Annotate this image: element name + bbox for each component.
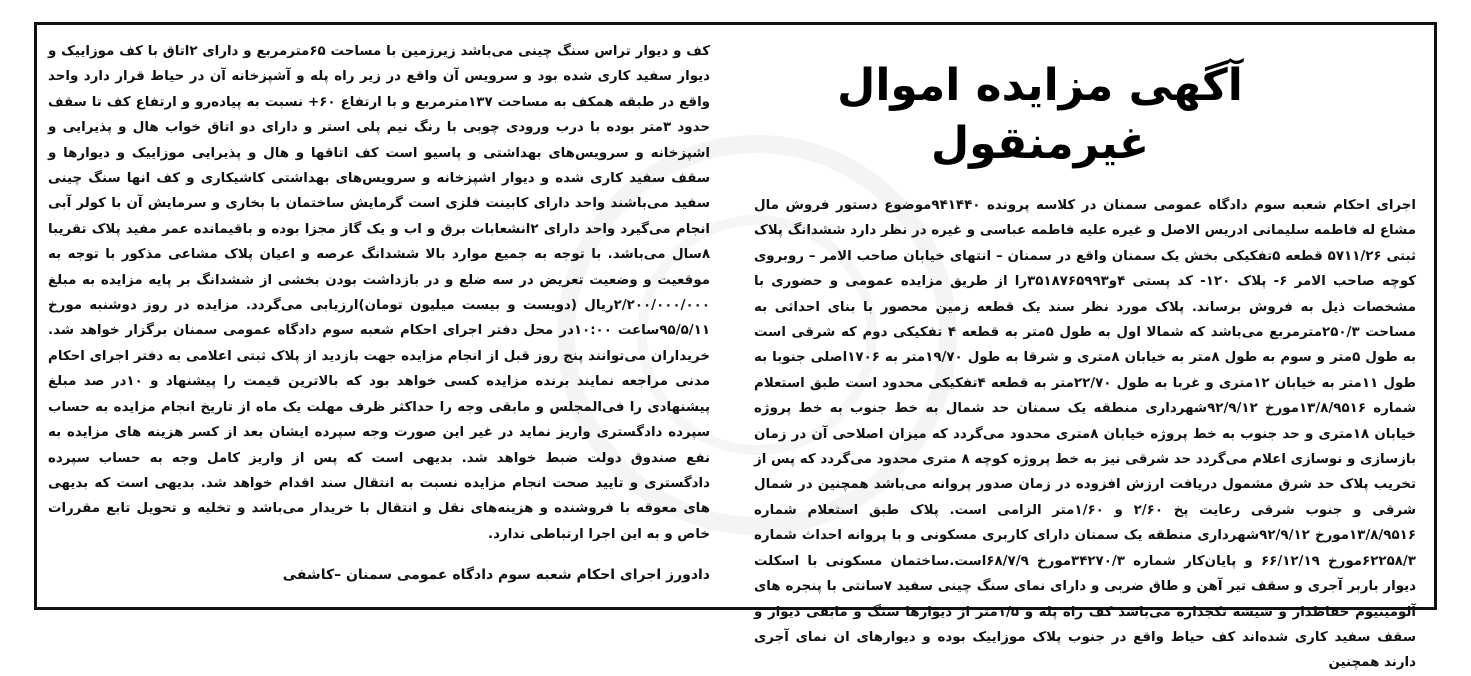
left-column <box>48 39 710 583</box>
right-column-text: اجرای احکام شعبه سوم دادگاه عمومی سمنان در کلاسه پرونده ۹۴۱۴۴۰موضوع دستور فروش مال مشاع له فاطمه سلیمانی ادریس الاصل و غیره علیه فاطمه عباسی و غیره در نظر دارد ششدانگ پلاک ثبتی ۵۷۱۱/۲۶ قطعه ۵تفکیکی بخش یک سمنان واقع در سمنان – انتهای خیابان صاحب الامر – روبروی کوچه صاحب الامر ۶- پلاک ۱۲۰- کد پستی ۴و۳۵۱۸۷۶۵۹۹۳را از طریق مزایده عمومی و حضوری با مشخصات ذیل به فروش برساند. پلاک مورد نظر سند یک قطعه زمین محصور با بنای احداثی به مساحت ۲۵۰/۳مترمربع می‌باشد که شمالا اول به طول ۵متر به قطعه ۴ تفکیکی دوم که شرقی است به طول ۵متر و سوم به طول ۸متر به خیابان ۸متری و شرقا به طول ۱۹/۷۰متر به ۱۷۰۶اصلی جنوبا به طول ۱۱متر به خیابان ۱۲متری و غربا به طول ۲۲/۷۰متر به قطعه ۴تفکیکی محدود است طبق استعلام شماره ۱۳/۸/۹۵۱۶مورخ ۹۲/۹/۱۲شهرداری منطقه یک سمنان حد شمال به خط جنوب به خط پروژه خیابان ۱۸متری و حد جنوب به خط پروژه خیابان ۸متری محدود می‌گردد که میزان اصلاحی آن در زمان بازسازی و نوسازی اعلام می‌گردد حد شرقی نیز به خط پروژه کوچه ۸ متری محدود می‌گردد که پس از تخریب پلاک حد شرق مشمول دریافت ارزش افزوده در زمان صدور پروانه می‌باشد همچنین در شمال شرقی و جنوب شرقی رعایت پخ ۲/۶۰ و ۱/۶۰متر الزامی است. پلاک طبق استعلام شماره ۱۳/۸/۹۵۱۶مورخ ۹۲/۹/۱۲شهرداری منطقه یک سمنان دارای کاربری مسکونی و با پروانه احداث شماره ۶۲۲۵۸/۳مورخ ۶۶/۱۲/۱۹ و پایان‌کار شماره ۳۴۲۷۰/۳مورخ ۶۸/۷/۹است.ساختمان مسکونی با اسکلت دیوار باربر آجری و سقف تیر آهن و طاق ضربی و دارای نمای سنگ چینی سفید ۷سانتی با پنجره های آلومینیوم حفاظدار و شیشه تکجداره می‌باشد کف راه پله و ۱/۵متر از دیوارها سنگ و مابقی دیوار و سقف سفید کاری شده‌اند کف حیاط واقع در جنوب پلاک موزاییک بوده و دیوارهای ان نمای آجری دارند همچنین <box>754 198 1417 671</box>
notice-frame <box>34 22 1437 671</box>
notice-title: آگهی مزایده اموال غیرمنقول <box>837 60 1243 169</box>
right-column <box>754 39 1416 676</box>
signature: دادورز اجرای احکام شعبه سوم دادگاه عمومی سمنان –کاشفی <box>282 567 710 584</box>
left-column-text: کف و دیوار تراس سنگ چینی می‌باشد زیرزمین با مساحت ۶۵مترمربع و دارای ۲اتاق با کف موزاییک و دیوار سفید کاری شده بود و سرویس آن واقع در زیر راه پله و آشپزخانه آن در حیاط قرار دارد واحد واقع در طبقه همکف به مساحت ۱۳۷مترمربع و با ارتفاع ۶۰+ نسبت به پیاده‌رو و ارتفاع کف تا سقف حدود ۳متر بوده با درب ورودی چوبی با رنگ نیم پلی استر و دارای دو اتاق خواب هال و پذیرایی و اشپزخانه و سرویس‌های بهداشتی و پاسیو است کف اتاقها و هال و پذیرایی موزاییک و دیوارها و سقف سفید کاری شده و دیوار اشپزخانه و سرویس‌های بهداشتی کاشیکاری و کف انها سنگ چینی سفید می‌باشند واحد دارای کابینت فلزی است گرمایش ساختمان با بخاری و سرمایش آن با کولر آبی انجام می‌گیرد واحد دارای ۲انشعابات برق و اب و یک گاز مجزا بوده و باقیمانده عمر مفید پلاک تقریبا ۸سال می‌باشد. با توجه به جمیع موارد بالا ششدانگ عرصه و اعیان پلاک مشاعی مذکور با توجه به موقعیت و وضعیت تعریض در سه ضلع و در بازداشت بودن بخشی از ششدانگ بر پایه مزایده به مبلغ ۲/۲۰۰/۰۰۰/۰۰۰ریال (دویست و بیست میلیون تومان)ارزیابی می‌گردد. مزایده در روز دوشنبه مورخ ۹۵/۵/۱۱ساعت ۱۰:۰۰در محل دفتر اجرای احکام شعبه سوم دادگاه عمومی سمنان برگزار خواهد شد. خریداران می‌توانند پنج روز قبل از انجام مزایده جهت بازدید از پلاک ثبتی اعلامی به دفتر اجرای احکام مدنی مراجعه نمایند برنده مزایده کسی خواهد بود که بالاترین قیمت را پیشنهاد و ۱۰در صد مبلغ پیشنهادی را فی‌المجلس و مابقی وجه را حداکثر ظرف مهلت یک ماه از تاریخ انجام مزایده به حساب سپرده دادگستری واریز نماید در غیر این صورت وجه سپرده ایشان بعد از کسر هزینه های مزایده به نفع صندوق دولت ضبط خواهد شد. بدیهی است که پس از واریز کامل وجه به حساب سپرده دادگستری و تایید صحت انجام مزایده نسبت به انتقال سند اقدام خواهد شد. بدیهی است که بدیهی های معوقه با فروشنده و هزینه‌های نقل و انتقال با خریدار می‌باشد و تخلیه و تحویل تابع مقررات خاص و به این اجرا ارتباطی ندارد. <box>48 44 711 542</box>
